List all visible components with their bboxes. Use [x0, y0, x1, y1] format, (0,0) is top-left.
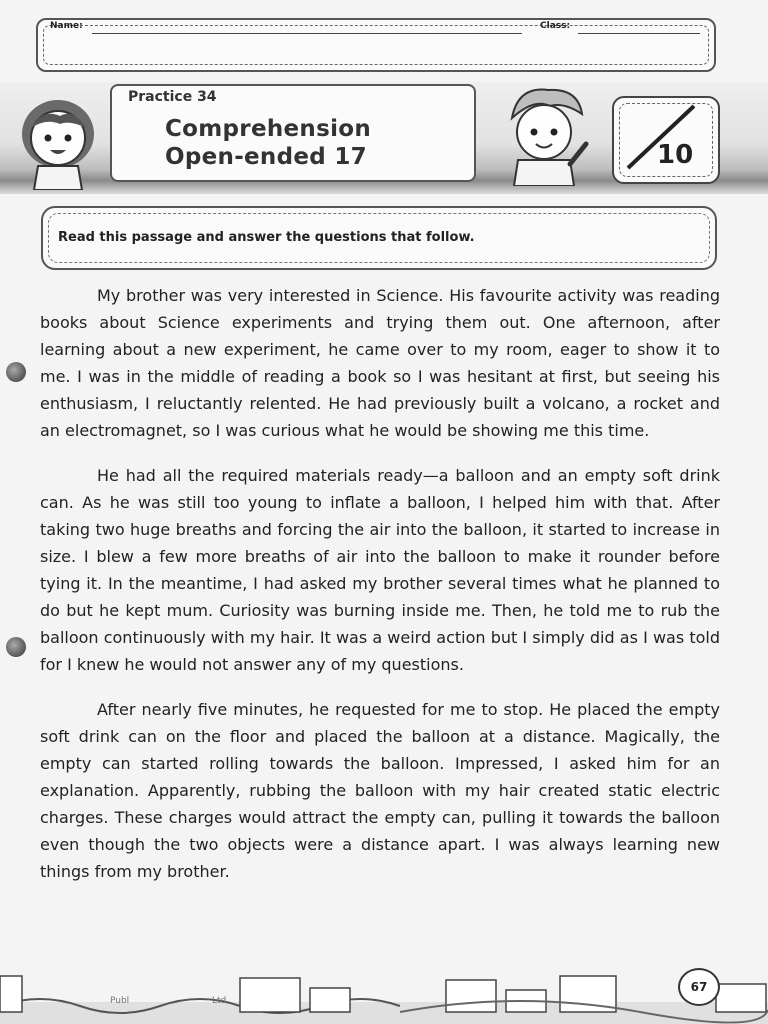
- binder-hole: [6, 362, 26, 382]
- instruction-text: Read this passage and answer the questions that follow.: [58, 230, 475, 245]
- girl-illustration-icon: [8, 86, 108, 190]
- name-class-box: [36, 18, 716, 72]
- cityscape-footer-icon: [0, 962, 768, 1024]
- page-title-line-2: Open-ended 17: [165, 144, 367, 170]
- publisher-text: Publ: [110, 996, 130, 1006]
- class-label: Class:: [540, 21, 571, 31]
- passage-paragraph-3: After nearly five minutes, he requested for me to stop. He placed the empty soft drink can on the floor and placed the balloon at a distance. Magically, the empty can started rolling towards the balloon. Impressed, I asked him for an explanation. Apparently, rubbing the balloon with my hair created static electric charges. These charges would attract the empty can, pulling it towards the balloon even though the two objects were a distance apart. I was always learning new things from my brother.: [40, 700, 720, 881]
- page-number: 67: [678, 968, 720, 1006]
- binder-hole: [6, 637, 26, 657]
- boy-illustration-icon: [494, 80, 592, 186]
- name-label: Name:: [50, 21, 83, 31]
- passage-paragraph-1: My brother was very interested in Science. His favourite activity was reading books about Science experiments and trying them out. One afternoon, after learning about a new experiment, he came over to my room, eager to show it to me. I was in the middle of reading a book so I was hesitant at first, but seeing his enthusiasm, I reluctantly relented. He had previously built a volcano, a rocket and an electromagnet, so I was curious what he would be showing me this time.: [40, 286, 720, 440]
- score-total: 10: [657, 140, 694, 170]
- name-field[interactable]: [92, 33, 522, 34]
- practice-number: Practice 34: [128, 89, 217, 105]
- passage-paragraph-2: He had all the required materials ready—a balloon and an empty soft drink can. As he was still too young to inflate a balloon, I helped him with that. After taking two huge breaths and forcing the air into the balloon, it started to increase in size. I blew a few more breaths of air into the balloon to make it rounder before tying it. In the meantime, I had asked my brother several times what he planned to do but he kept mum. Curiosity was burning inside me. Then, he told me to rub the balloon continuously with my hair. It was a weird action but I simply did as I was told for I knew he would not answer any of my questions.: [40, 466, 720, 674]
- page-title-line-1: Comprehension: [165, 116, 372, 142]
- publisher-text: Ltd: [212, 996, 227, 1006]
- passage: [40, 282, 720, 903]
- class-field[interactable]: [578, 33, 700, 34]
